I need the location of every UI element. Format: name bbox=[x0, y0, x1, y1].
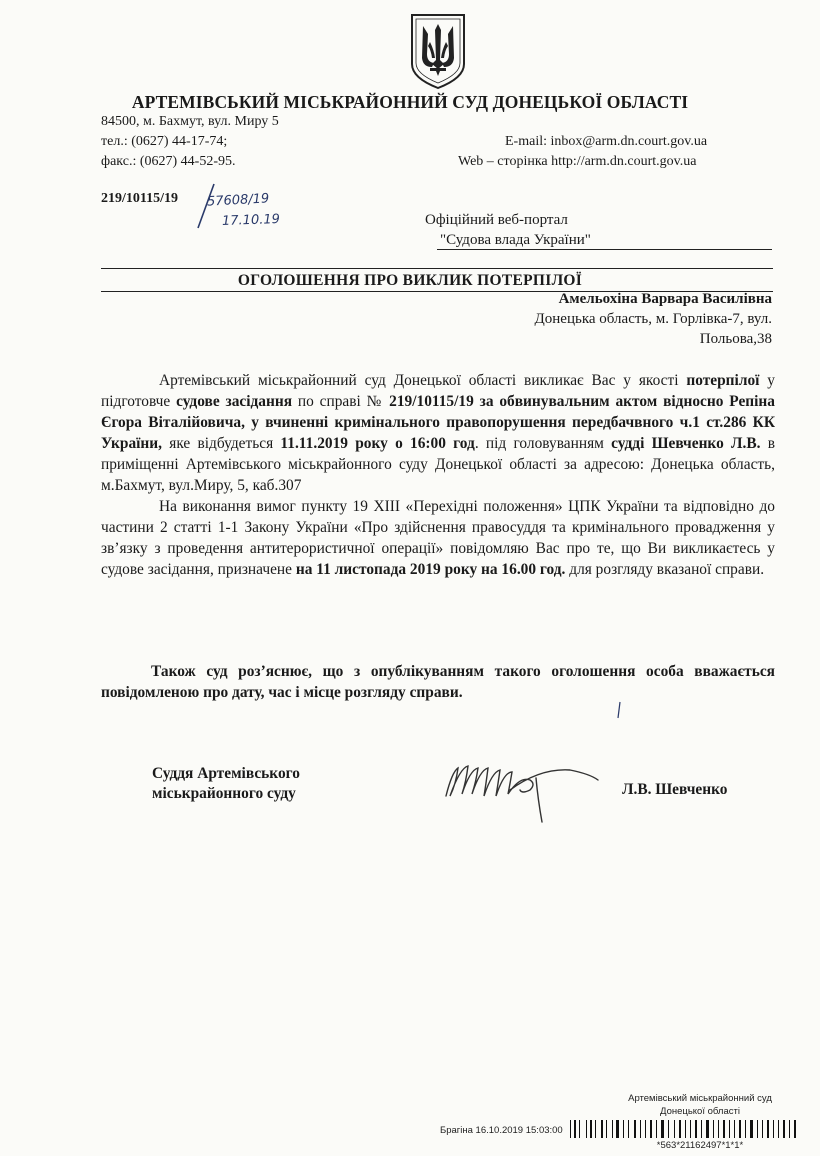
summons-hearing-date: 11.11.2019 року о 16:00 год bbox=[280, 435, 475, 452]
handwritten-signature-icon bbox=[440, 750, 615, 830]
summons-hearing-type: судове засідання bbox=[176, 393, 293, 410]
judge-position bbox=[152, 764, 300, 804]
summons-paragraph bbox=[101, 370, 775, 580]
court-phone: тел.: (0627) 44-17-74; bbox=[101, 134, 228, 149]
recipient-address-line2: Польова,38 bbox=[699, 331, 772, 347]
document-title: ОГОЛОШЕННЯ ПРО ВИКЛИК ПОТЕРПІЛОЇ bbox=[237, 272, 583, 289]
barcode-icon bbox=[568, 1118, 800, 1140]
stamp-operator: Брагіна 16.10.2019 15:03:00 bbox=[440, 1125, 563, 1136]
divider bbox=[101, 268, 773, 269]
recipient-address-line1: Донецька область, м. Горлівка-7, вул. bbox=[534, 311, 772, 327]
notice-text: На виконання вимог пункту 19 ХІІІ «Перехідні положення» ЦПК України та відповідно до частини 2 статті 1-1 Закону України «Про здійснення правосуддя та кримінального провадження у зв’язку з проведення антитерористичної операції» повідомляю Вас про те, що Ви викликаєтесь у судове засідання, призначене bbox=[101, 498, 775, 578]
stamp-org-line2: Донецької області bbox=[660, 1106, 740, 1117]
summons-text: . під головуванням bbox=[474, 435, 612, 452]
ink-mark-icon bbox=[612, 700, 626, 722]
judge-position-line1: Суддя Артемівського bbox=[152, 765, 300, 782]
court-email: E-mail: inbox@arm.dn.court.gov.ua bbox=[505, 134, 708, 149]
divider bbox=[437, 249, 772, 250]
coat-of-arms-icon bbox=[408, 12, 468, 90]
judge-name: Л.В. Шевченко bbox=[622, 781, 728, 798]
summons-location: в приміщенні Артемівського міськрайонного суду Донецької області за адресою: Донецька область, м.Бахмут, вул.Миру, 5, каб.307 bbox=[101, 435, 775, 494]
summons-text: Артемівський міськрайонний суд Донецької області викликає Вас у якості bbox=[159, 372, 687, 389]
summons-role: потерпілої bbox=[686, 372, 760, 389]
addressee-portal: Офіційний веб-портал bbox=[425, 212, 568, 228]
stamp-org-line1: Артемівський міськрайонний суд bbox=[628, 1093, 772, 1104]
court-website: Web – сторінка http://arm.dn.court.gov.ua bbox=[458, 154, 697, 169]
handwritten-registration-number: 57608/19 bbox=[206, 191, 270, 210]
case-number: 219/10115/19 bbox=[101, 191, 179, 206]
notice-hearing-date: на 11 листопада 2019 року на 16.00 год. bbox=[295, 561, 566, 578]
summons-text: по справі № bbox=[292, 393, 390, 410]
summons-text: у підготовче bbox=[101, 372, 775, 410]
handwritten-registration-date: 17.10.19 bbox=[221, 211, 281, 230]
judge-position-line2: міськрайонного суду bbox=[152, 785, 296, 802]
publication-note: Також суд роз’яснює, що з опублікуванням такого оголошення особа вважається повідомленою про дату, час і місце розгляду справи. bbox=[101, 663, 775, 701]
court-address: 84500, м. Бахмут, вул. Миру 5 bbox=[101, 114, 279, 129]
summons-case-details: 219/10115/19 за обвинувальним актом відносно Репіна Єгора Віталійовича, у вчиненні кримінального правопорушення передбачвного ч.1 ст.286 КК України, bbox=[101, 393, 775, 452]
recipient-name: Амельохіна Варвара Василівна bbox=[558, 291, 772, 307]
court-name: АРТЕМІВСЬКИЙ МІСЬКРАЙОННИЙ СУД ДОНЕЦЬКОЇ ОБЛАСТІ bbox=[131, 92, 689, 112]
summons-text: яке відбудеться bbox=[162, 435, 281, 452]
addressee-portal-name: "Судова влада України" bbox=[440, 232, 591, 248]
notice-text: для розгляду вказаної справи. bbox=[565, 561, 765, 578]
barcode-text: *563*21162497*1*1* bbox=[656, 1140, 744, 1151]
summons-judge: судді Шевченко Л.В. bbox=[611, 435, 761, 452]
court-fax: факс.: (0627) 44-52-95. bbox=[101, 154, 236, 169]
